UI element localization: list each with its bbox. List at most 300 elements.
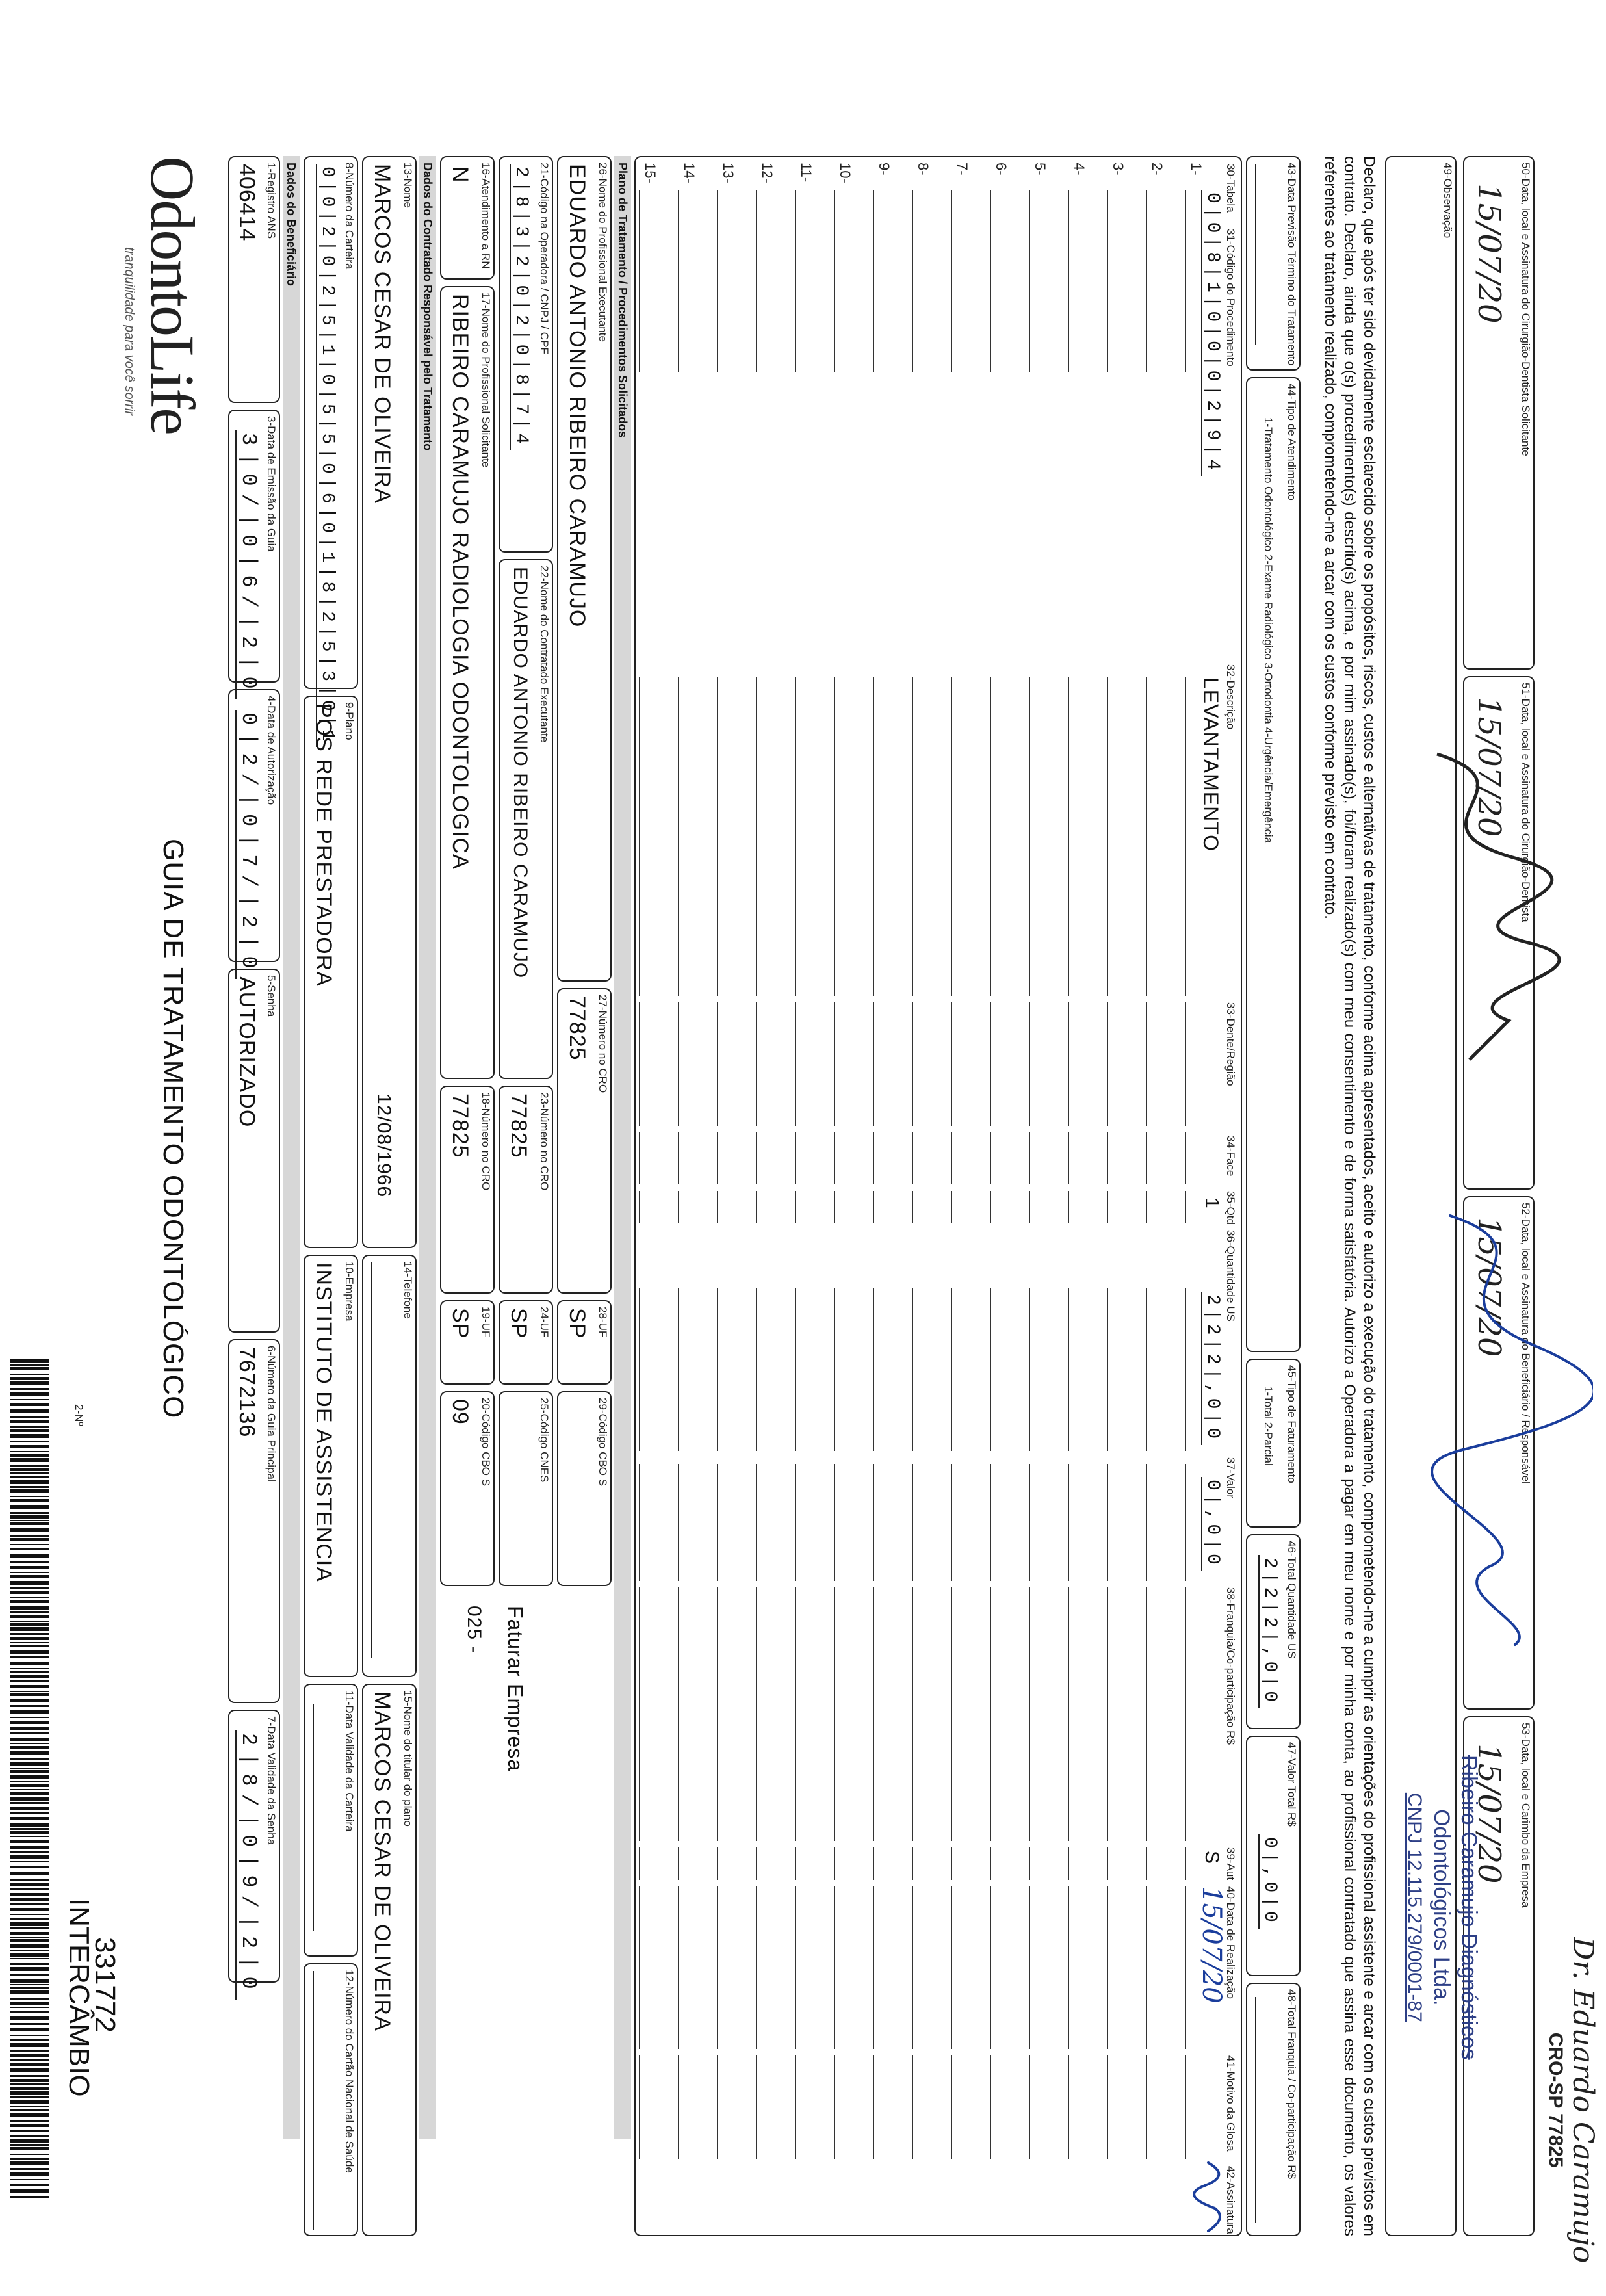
field-6-value: 7672136 (235, 1347, 259, 1438)
company-stamp (1401, 1755, 1483, 2060)
birth-date: 12/08/1966 (373, 1093, 395, 1198)
field-53-date: 15/07/20 (1471, 1743, 1507, 1884)
row-cell-line (1185, 1587, 1195, 1841)
field-24 (499, 1300, 553, 1385)
field-43-blank (1255, 164, 1278, 345)
row-cell-line (1029, 1587, 1039, 1841)
row-cell-line (1107, 1847, 1117, 1880)
row-cell-line (1185, 1288, 1195, 1451)
field-9-value: POS REDE PRESTADORA (311, 703, 336, 987)
stamp-line-1: Ribeiro Caramujo Diagnósticos (1457, 1755, 1481, 2060)
row-cell-line (1068, 677, 1078, 996)
field-43-label: 43-Data Previsão Término do Tratamento (1286, 163, 1298, 366)
row-cell-line (1146, 1464, 1156, 1581)
row-cell-line (717, 2055, 727, 2159)
row-cell-line (678, 677, 688, 996)
field-13-label: 13-Nome (402, 163, 414, 208)
row-cell-line (912, 1132, 922, 1184)
field-12 (304, 1963, 358, 2236)
field-6 (228, 1339, 280, 1703)
row-cell-line (678, 190, 688, 372)
field-17-value: RIBEIRO CARAMUJO RADIOLOGIA ODONTOLOGICA (448, 294, 473, 870)
field-44-options: 1-Tratamento Odontológico 2-Exame Radiológico 3-Ortodontia 4-Urgência/Emergência (1262, 417, 1275, 844)
row-number: 1- (1188, 163, 1204, 176)
field-1 (228, 156, 280, 403)
row-cell-line (639, 1132, 649, 1184)
field-12-label: 12-Número do Cartão Nacional de Saúde (343, 1970, 356, 2173)
row-cell-line (639, 1191, 649, 1223)
row-cell-line (912, 1464, 922, 1581)
row-cell-line (1146, 1587, 1156, 1841)
row-cell-line (1146, 1002, 1156, 1126)
row-cell-line (1029, 2055, 1039, 2159)
row-cell-line (912, 1288, 922, 1451)
beneficiary-band: Dados do Beneficiário (283, 156, 300, 2139)
row-number: 5- (1032, 163, 1048, 176)
field-17 (440, 286, 495, 1079)
row-cell-line (756, 1132, 766, 1184)
row-cell-line (1107, 1288, 1117, 1451)
row-cell-line (873, 190, 883, 372)
field-18-label: 18-Número no CRO (480, 1092, 492, 1191)
field-10-label: 10-Empresa (343, 1261, 356, 1322)
page-title: GUIA DE TRATAMENTO ODONTOLÓGICO (157, 839, 189, 1419)
row-cell-line (717, 1886, 727, 2049)
field-25 (499, 1391, 553, 1586)
row-cell-line (1146, 677, 1156, 996)
procedure-row (990, 157, 1026, 2296)
field-49-label: 49-Observação (1442, 163, 1454, 239)
row-cell-line (1029, 190, 1039, 372)
row-cell-line (990, 1587, 1000, 1841)
row-cell-line (795, 1132, 805, 1184)
row-cell-line (990, 1886, 1000, 2049)
col-33: 33-Dente/Região (1224, 1002, 1237, 1086)
row-cell-line (756, 1002, 766, 1126)
row-cell-line (639, 1002, 649, 1126)
dentist-signature (1398, 748, 1567, 1086)
row-cell-line (951, 1002, 961, 1126)
treatment-band: Plano de Tratamento / Procedimentos Solicitados (614, 156, 631, 2139)
row1-signature (1189, 2159, 1234, 2237)
field-15-label: 15-Nome do titular do plano (402, 1690, 414, 1827)
row-cell-line (795, 1587, 805, 1841)
field-43 (1246, 156, 1301, 371)
field-7-value: 2|8/|0|9/|2|0 (235, 1730, 261, 2000)
field-7 (228, 1710, 280, 1997)
doctor-stamp (1544, 1937, 1600, 2263)
row-cell-line (795, 1002, 805, 1126)
field-5-label: 5-Senha (265, 975, 278, 1017)
row-cell-line (834, 1191, 844, 1223)
field-47-label: 47-Valor Total R$ (1286, 1742, 1298, 1827)
field-22 (499, 559, 553, 1079)
row-cell-line (951, 1132, 961, 1184)
stamp-line-3: CNPJ 12.115.279/0001-87 (1404, 1792, 1425, 2022)
field-16-label: 16-Atendimento a RN (480, 163, 492, 269)
row-cell-line (678, 1587, 688, 1841)
row-cell-line (873, 1587, 883, 1841)
field-28-label: 28-UF (597, 1307, 609, 1338)
stamp-line-2: Odontológicos Ltda. (1429, 1809, 1454, 2006)
row-cell-line (1185, 677, 1195, 996)
row-cell-line (951, 1288, 961, 1451)
row-cell-line (1068, 2055, 1078, 2159)
field-51-label: 51-Data, local e Assinatura do Cirurgião-Dentista (1520, 683, 1532, 922)
row-cell-line (1068, 1288, 1078, 1451)
row-cell-line (990, 1288, 1000, 1451)
row-cell-line (834, 1847, 844, 1880)
col-39: 39-Aut (1224, 1847, 1237, 1881)
field-5 (228, 969, 280, 1333)
col-35: 35-Qtd (1224, 1191, 1237, 1225)
row-cell-line (1107, 1191, 1117, 1223)
row-cell-line (717, 1191, 727, 1223)
row-cell-line (1068, 1886, 1078, 2049)
row1-us: 2|2|2|,0|0 (1201, 1292, 1223, 1445)
col-42: 42-Assinatura (1224, 2166, 1237, 2234)
row-cell-line (1029, 1191, 1039, 1223)
field-51-date: 15/07/20 (1471, 697, 1507, 837)
field-48 (1246, 1983, 1301, 2236)
row-cell-line (873, 1132, 883, 1184)
field-3-value: 3|0/|0|6/|2|0 (235, 430, 261, 699)
field-19 (440, 1300, 495, 1385)
field-26-value: EDUARDO ANTONIO RIBEIRO CARAMUJO (565, 164, 589, 628)
field-11 (304, 1684, 358, 1957)
col-36: 36-Quantidade US (1224, 1230, 1237, 1322)
field-50 (1463, 156, 1535, 670)
row-cell-line (834, 1587, 844, 1841)
field-21-value: 2|8|3|2|0|2|0|8|7|4 (510, 164, 531, 450)
field-22-label: 22-Nome do Contratado Executante (538, 566, 550, 743)
row-cell-line (873, 1886, 883, 2049)
row-cell-line (990, 2055, 1000, 2159)
row-cell-line (1029, 677, 1039, 996)
field-14-label: 14-Telefone (402, 1261, 414, 1319)
field-11-label: 11-Data Validade da Carteira (343, 1690, 356, 1832)
row-cell-line (1185, 1464, 1195, 1581)
row-cell-line (795, 1288, 805, 1451)
field-18-value: 77825 (448, 1093, 473, 1158)
row-cell-line (678, 1002, 688, 1126)
field-20-value: 09 (448, 1399, 473, 1425)
field-48-label: 48-Total Franquia / Co-participação R$ (1286, 1989, 1298, 2179)
row-cell-line (1029, 1464, 1039, 1581)
field-14 (362, 1255, 417, 1677)
field-13 (362, 156, 417, 1248)
row-cell-line (873, 1847, 883, 1880)
row1-code: 0|0|8|1|0|0|0|2|9|4 (1201, 190, 1223, 476)
row-number: 13- (720, 163, 736, 183)
row-cell-line (1029, 1002, 1039, 1126)
procedure-row (639, 157, 675, 2296)
field-18 (440, 1086, 495, 1294)
field-15-value: MARCOS CESAR DE OLIVEIRA (370, 1691, 395, 2031)
procedure-row (951, 157, 987, 2296)
row-cell-line (1185, 1191, 1195, 1223)
row-cell-line (1146, 1288, 1156, 1451)
row-number: 8- (915, 163, 931, 176)
field-22-value: EDUARDO ANTONIO RIBEIRO CARAMUJO (510, 567, 531, 979)
field-44 (1246, 377, 1301, 1352)
field-6-label: 6-Número da Guia Principal (265, 1346, 278, 1482)
row-cell-line (1068, 1464, 1078, 1581)
field-11-blank (313, 1704, 336, 1931)
field-52-label: 52-Data, local e Assinatura do Beneficiário / Responsável (1520, 1203, 1532, 1484)
row-cell-line (1068, 1191, 1078, 1223)
row-cell-line (639, 677, 649, 996)
logo (122, 156, 209, 434)
row-cell-line (756, 1847, 766, 1880)
row-cell-line (678, 1886, 688, 2049)
row1-qtd: 1 (1201, 1197, 1223, 1209)
procedure-rows (636, 157, 1221, 2237)
row-number: 7- (954, 163, 970, 176)
row-cell-line (1146, 2055, 1156, 2159)
field-23 (499, 1086, 553, 1294)
field-50-date: 15/07/20 (1471, 183, 1507, 324)
row-cell-line (1068, 190, 1078, 372)
row-cell-line (873, 677, 883, 996)
field-28 (557, 1300, 612, 1385)
field-24-label: 24-UF (538, 1307, 550, 1338)
field-47-value: 0|,0|0 (1258, 1834, 1280, 1929)
row-cell-line (1146, 190, 1156, 372)
col-37: 37-Valor (1224, 1457, 1237, 1498)
row-number: 12- (759, 163, 775, 183)
row-cell-line (834, 1132, 844, 1184)
row-cell-line (873, 2055, 883, 2159)
row-cell-line (756, 1191, 766, 1223)
doctor-name: Dr. Eduardo Caramujo (1566, 1937, 1600, 2263)
row1-description: LEVANTAMENTO (1199, 677, 1223, 852)
row1-valor: 0|,0|0 (1201, 1477, 1223, 1571)
field-8-label: 8-Número da Carteira (343, 163, 356, 270)
procedure-row (912, 157, 948, 2296)
row-cell-line (1107, 677, 1117, 996)
guide-number-label: 2-Nº (73, 1404, 85, 1426)
row-cell-line (1146, 1847, 1156, 1880)
procedure-row (717, 157, 753, 2296)
field-28-value: SP (565, 1308, 589, 1339)
row-cell-line (1146, 1886, 1156, 2049)
field-47 (1246, 1736, 1301, 1976)
procedure-row (1146, 157, 1182, 2296)
field-3 (228, 410, 280, 697)
row-cell-line (1029, 1288, 1039, 1451)
row-cell-line (873, 1191, 883, 1223)
field-26 (557, 156, 612, 982)
field-27-label: 27-Número no CRO (597, 995, 609, 1093)
field-1-label: 1-Registro ANS (265, 163, 278, 239)
row-cell-line (1107, 1464, 1117, 1581)
procedure-row (756, 157, 792, 2296)
logo-text: OdontoLife (138, 156, 207, 434)
field-10 (304, 1255, 358, 1677)
doctor-cro: CRO-SP 77825 (1545, 2032, 1566, 2168)
row-cell-line (717, 1002, 727, 1126)
guide-type: INTERCÂMBIO (63, 1898, 95, 2097)
barcode (10, 1359, 49, 2204)
field-44-label: 44-Tipo de Atendimento (1286, 384, 1298, 501)
row-cell-line (717, 1288, 727, 1451)
row-cell-line (951, 677, 961, 996)
row-cell-line (912, 1847, 922, 1880)
field-19-value: SP (448, 1308, 473, 1339)
field-10-value: INSTITUTO DE ASSISTENCIA (311, 1262, 336, 1582)
row-cell-line (717, 1464, 727, 1581)
row-cell-line (639, 1464, 649, 1581)
field-16-value: N (448, 166, 473, 183)
contractor-band: Dados do Contratado Responsável pelo Tratamento (419, 156, 436, 2139)
field-19-label: 19-UF (480, 1307, 492, 1338)
field-3-label: 3-Data de Emissão da Guia (265, 416, 278, 552)
row-cell-line (717, 677, 727, 996)
row-number: 10- (837, 163, 853, 183)
row-cell-line (951, 1464, 961, 1581)
field-15 (362, 1684, 417, 2236)
row-cell-line (1146, 1132, 1156, 1184)
field-24-value: SP (506, 1308, 531, 1339)
row-cell-line (951, 1886, 961, 2049)
row-cell-line (912, 190, 922, 372)
row-cell-line (1068, 1002, 1078, 1126)
row-cell-line (912, 1002, 922, 1126)
row-number: 3- (1110, 163, 1126, 176)
row-cell-line (678, 2055, 688, 2159)
row-cell-line (756, 1288, 766, 1451)
field-17-label: 17-Nome do Profissional Solicitante (480, 293, 492, 468)
row-cell-line (756, 1886, 766, 2049)
row-cell-line (990, 1847, 1000, 1880)
logo-tagline: tranquilidade para você sorrir (122, 247, 136, 416)
billing-note: Faturar Empresa (504, 1606, 527, 1772)
field-9-label: 9-Plano (343, 702, 356, 740)
field-46 (1246, 1534, 1301, 1729)
field-21-label: 21-Código na Operadora / CNPJ / CPF (538, 163, 550, 354)
row-cell-line (717, 1587, 727, 1841)
row-cell-line (795, 1847, 805, 1880)
row-cell-line (1185, 190, 1195, 372)
field-27 (557, 988, 612, 1294)
row-cell-line (951, 1191, 961, 1223)
row-cell-line (873, 1288, 883, 1451)
row-cell-line (912, 2055, 922, 2159)
field-20-label: 20-Código CBO S (480, 1398, 492, 1487)
row-cell-line (834, 1886, 844, 2049)
procedure-row (1068, 157, 1104, 2296)
row-cell-line (1029, 1886, 1039, 2049)
row-cell-line (990, 1191, 1000, 1223)
row-cell-line (795, 190, 805, 372)
row-cell-line (951, 190, 961, 372)
row-cell-line (834, 1002, 844, 1126)
row-number: 14- (681, 163, 697, 183)
field-14-blank (371, 1262, 395, 1658)
field-7-label: 7-Data Validade da Senha (265, 1716, 278, 1846)
field-46-label: 46-Total Quantidade US (1286, 1541, 1298, 1659)
row-cell-line (1185, 1002, 1195, 1126)
row-cell-line (795, 1191, 805, 1223)
row-cell-line (1107, 1587, 1117, 1841)
row-cell-line (834, 190, 844, 372)
row-cell-line (639, 1288, 649, 1451)
row-number: 11- (798, 163, 814, 183)
row-cell-line (1107, 1886, 1117, 2049)
col-34: 34-Face (1224, 1136, 1237, 1177)
row-number: 2- (1149, 163, 1165, 176)
row-cell-line (639, 1886, 649, 2049)
row-cell-line (1107, 2055, 1117, 2159)
row1-date: 15/07/20 (1197, 1886, 1226, 2003)
guide-number: 331772 (89, 1937, 121, 2033)
row-cell-line (678, 1191, 688, 1223)
row-cell-line (1185, 1847, 1195, 1880)
field-45-label: 45-Tipo de Faturamento (1286, 1365, 1298, 1483)
field-23-label: 23-Número no CRO (538, 1092, 550, 1191)
row-cell-line (1107, 1002, 1117, 1126)
row-cell-line (1185, 2055, 1195, 2159)
row-cell-line (1029, 1847, 1039, 1880)
row-cell-line (990, 1132, 1000, 1184)
row-cell-line (834, 1464, 844, 1581)
row-cell-line (1185, 1132, 1195, 1184)
field-20 (440, 1391, 495, 1586)
row-cell-line (639, 1587, 649, 1841)
row-cell-line (990, 1002, 1000, 1126)
col-40: 40-Data de Realização (1224, 1886, 1237, 1999)
procedure-row (1029, 157, 1065, 2296)
procedure-row (834, 157, 870, 2296)
field-53-label: 53-Data, local e Carimbo da Empresa (1520, 1723, 1532, 1908)
row-cell-line (756, 1464, 766, 1581)
row-cell-line (990, 677, 1000, 996)
field-5-value: AUTORIZADO (235, 976, 259, 1128)
field-4 (228, 689, 280, 976)
billing-code: 025 - (463, 1606, 485, 1654)
field-45-options: 1-Total 2-Parcial (1262, 1386, 1275, 1466)
row-cell-line (1068, 1132, 1078, 1184)
field-1-value: 406414 (235, 164, 259, 242)
field-26-label: 26-Nome do Profissional Executante (597, 163, 609, 342)
row-cell-line (834, 2055, 844, 2159)
row-cell-line (1107, 1132, 1117, 1184)
row-cell-line (1029, 1132, 1039, 1184)
row-cell-line (1068, 1847, 1078, 1880)
field-50-label: 50-Data, local e Assinatura do Cirurgião-Dentista Solicitante (1520, 163, 1532, 456)
row-cell-line (1068, 1587, 1078, 1841)
procedure-row (678, 157, 714, 2296)
row-cell-line (951, 2055, 961, 2159)
row1-aut: S (1201, 1851, 1223, 1865)
row-cell-line (912, 1886, 922, 2049)
row-cell-line (912, 677, 922, 996)
field-23-value: 77825 (506, 1093, 531, 1158)
field-45 (1246, 1359, 1301, 1528)
row-number: 6- (993, 163, 1009, 176)
row-cell-line (795, 2055, 805, 2159)
row-cell-line (873, 1002, 883, 1126)
row-cell-line (951, 1587, 961, 1841)
row-cell-line (639, 2055, 649, 2159)
row-cell-line (756, 2055, 766, 2159)
row-cell-line (990, 190, 1000, 372)
row-cell-line (678, 1288, 688, 1451)
row-cell-line (717, 1847, 727, 1880)
row-cell-line (1146, 1191, 1156, 1223)
field-25-label: 25-Código CNES (538, 1398, 550, 1483)
